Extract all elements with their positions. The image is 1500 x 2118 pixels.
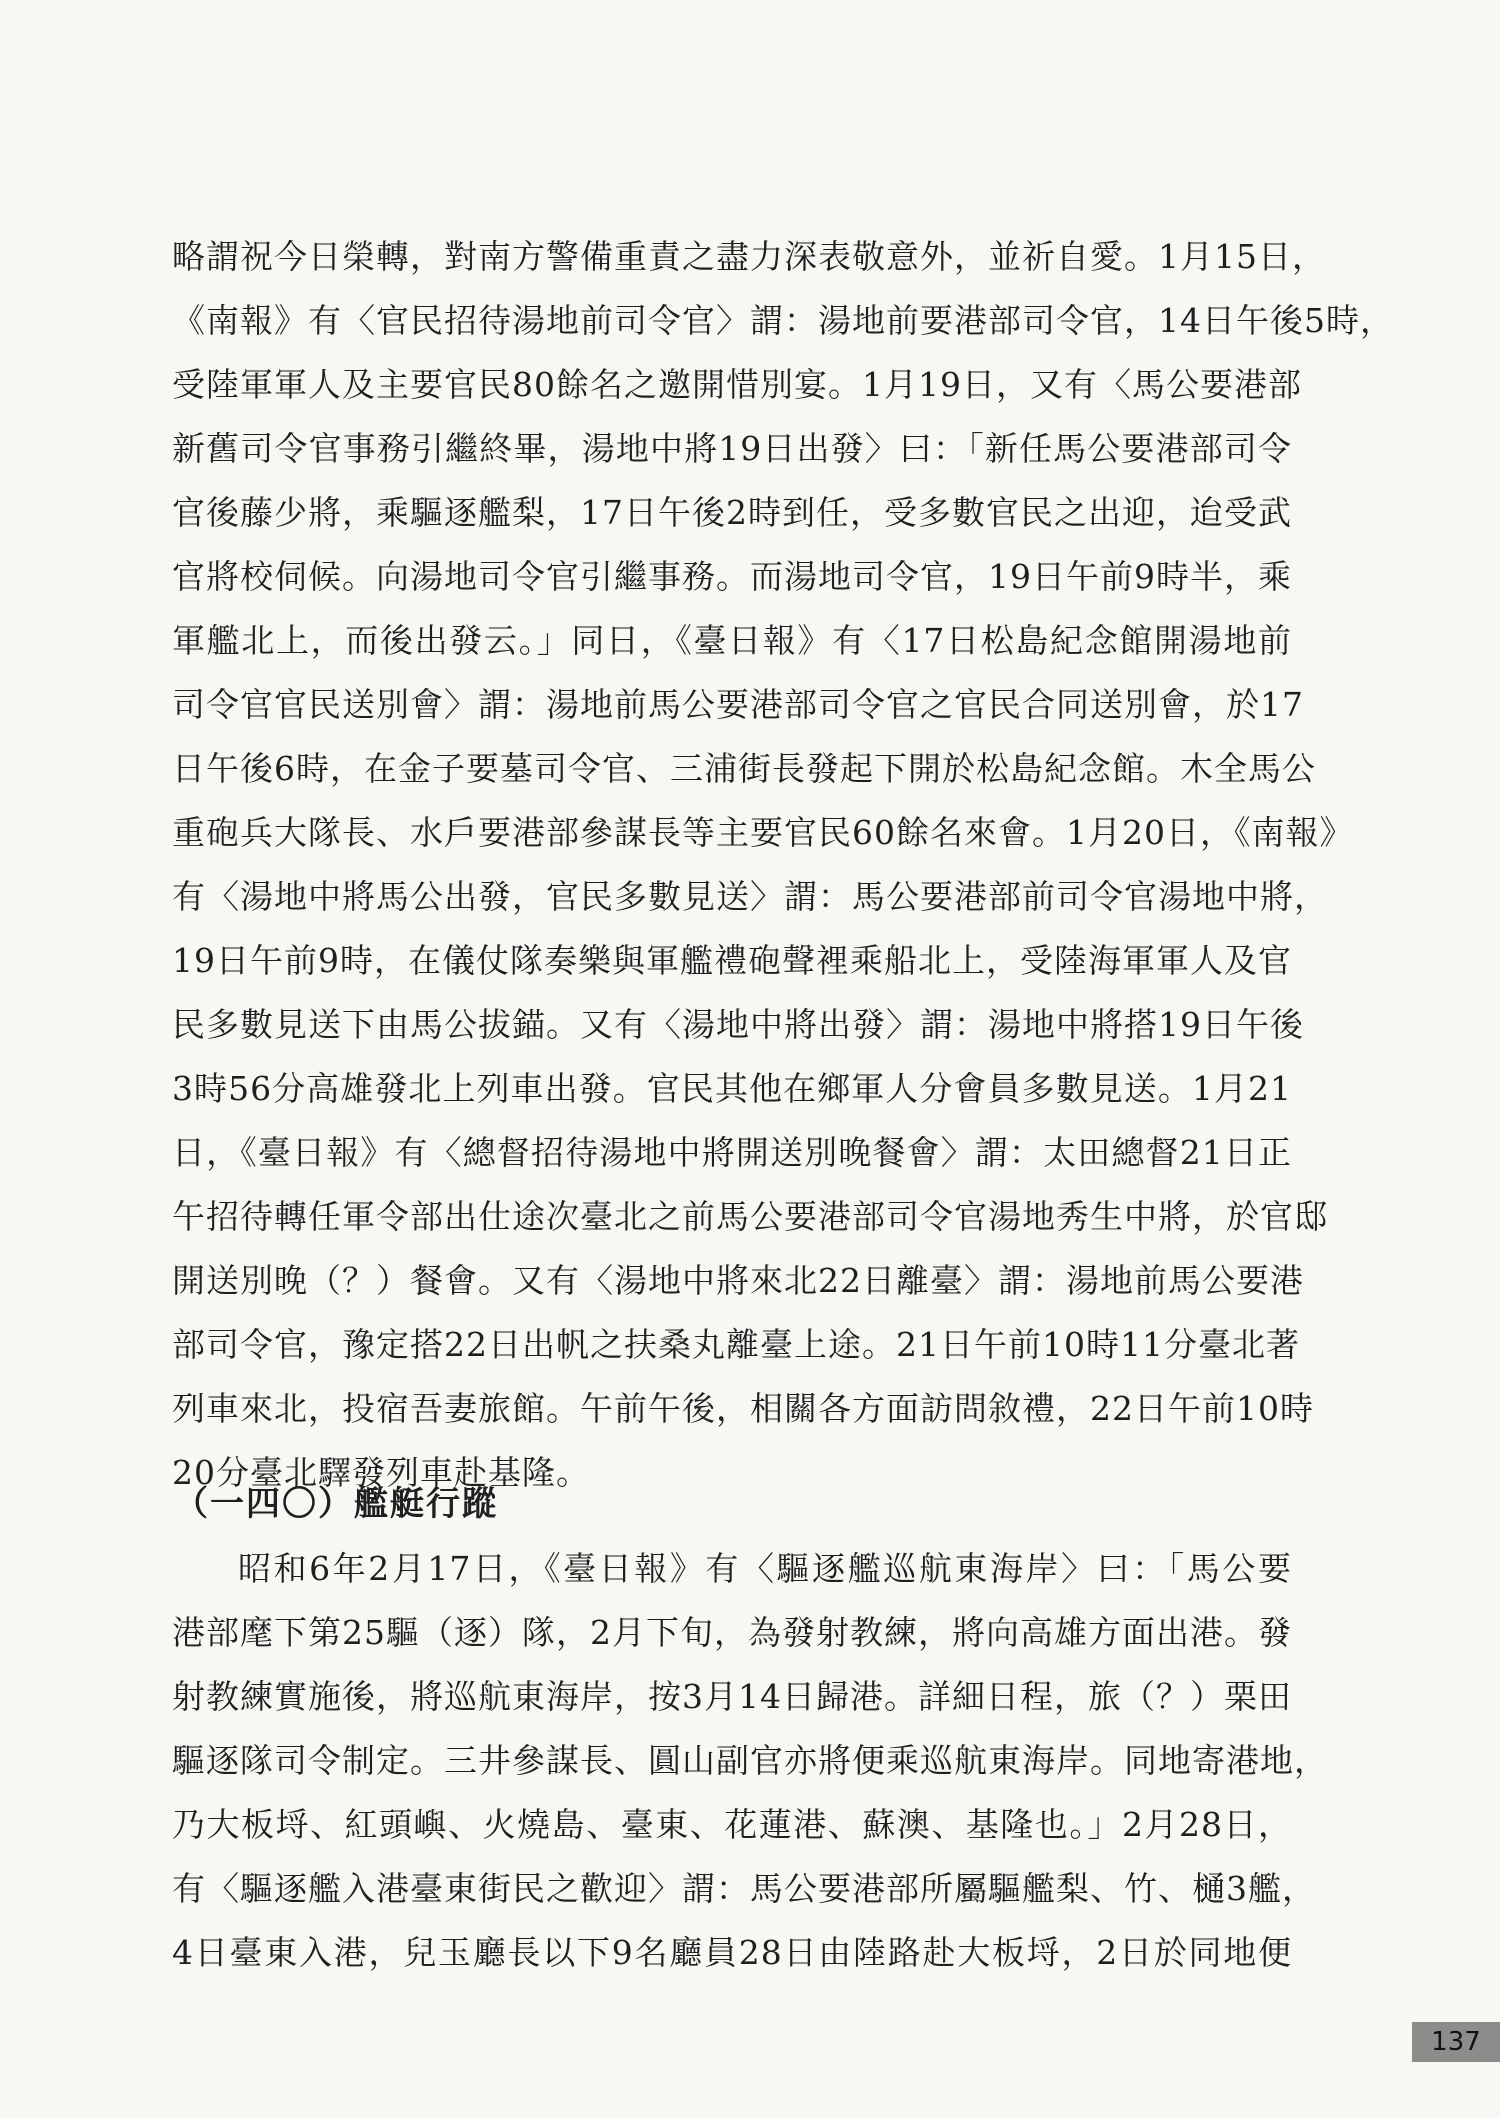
- text-line: 20分臺北驛發列車赴基隆。: [172, 1453, 590, 1492]
- text-line: 略謂祝今日榮轉，對南方警備重責之盡力深表敬意外，並祈自愛。1月15日，: [172, 237, 1326, 276]
- text-line: 港部麾下第25驅（逐）隊，2月下旬，為發射教練，將向高雄方面出港。發: [172, 1613, 1292, 1652]
- text-line: 19日午前9時，在儀仗隊奏樂與軍艦禮砲聲裡乘船北上，受陸海軍軍人及官: [172, 941, 1292, 980]
- text-line: 《南報》有〈官民招待湯地前司令官〉謂：湯地前要港部司令官，14日午後5時，: [172, 301, 1394, 340]
- text-line: 官將校伺候。向湯地司令官引繼事務。而湯地司令官，19日午前9時半，乘: [172, 557, 1292, 596]
- text-line: 重砲兵大隊長、水戶要港部參謀長等主要官民60餘名來會。1月20日，《南報》: [172, 813, 1354, 852]
- paragraph-1: [172, 225, 1394, 1505]
- text-line: 新舊司令官事務引繼終畢，湯地中將19日出發〉曰：「新任馬公要港部司令: [172, 429, 1292, 468]
- text-line: 日午後6時，在金子要墓司令官、三浦街長發起下開於松島紀念館。木全馬公: [172, 749, 1316, 788]
- text-line: 昭和6年2月17日，《臺日報》有〈驅逐艦巡航東海岸〉曰：「馬公要: [238, 1549, 1292, 1588]
- text-line: 列車來北，投宿吾妻旅館。午前午後，相關各方面訪問敘禮，22日午前10時: [172, 1389, 1314, 1428]
- text-line: 4日臺東入港，兒玉廳長以下9名廳員28日由陸路赴大板埒，2日於同地便: [172, 1933, 1292, 1972]
- text-line: 軍艦北上，而後出發云。」同日，《臺日報》有〈17日松島紀念館開湯地前: [172, 621, 1292, 660]
- text-line: 司令官官民送別會〉謂：湯地前馬公要港部司令官之官民合同送別會，於17: [172, 685, 1304, 724]
- text-line: 受陸軍軍人及主要官民80餘名之邀開惜別宴。1月19日，又有〈馬公要港部: [172, 365, 1302, 404]
- paragraph-2: [172, 1537, 1328, 1985]
- section-heading: （一四〇）艦艇行蹤: [174, 1484, 498, 1524]
- text-line: 部司令官，豫定搭22日出帆之扶桑丸離臺上途。21日午前10時11分臺北著: [172, 1325, 1300, 1364]
- text-line: 午招待轉任軍令部出仕途次臺北之前馬公要港部司令官湯地秀生中將，於官邸: [172, 1197, 1328, 1236]
- text-line: 3時56分高雄發北上列車出發。官民其他在鄉軍人分會員多數見送。1月21: [172, 1069, 1292, 1108]
- text-line: 開送別晚（？）餐會。又有〈湯地中將來北22日離臺〉謂：湯地前馬公要港: [172, 1261, 1304, 1300]
- text-line: 日，《臺日報》有〈總督招待湯地中將開送別晚餐會〉謂：太田總督21日正: [172, 1133, 1292, 1172]
- text-line: 射教練實施後，將巡航東海岸，按3月14日歸港。詳細日程，旅（？）栗田: [172, 1677, 1292, 1716]
- text-line: 乃大板埒、紅頭嶼、火燒島、臺東、花蓮港、蘇澳、基隆也。」2月28日，: [172, 1805, 1292, 1844]
- text-line: 有〈湯地中將馬公出發，官民多數見送〉謂：馬公要港部前司令官湯地中將，: [172, 877, 1328, 916]
- text-line: 有〈驅逐艦入港臺東街民之歡迎〉謂：馬公要港部所屬驅艦梨、竹、樋3艦，: [172, 1869, 1316, 1908]
- text-line: 驅逐隊司令制定。三井參謀長、圓山副官亦將便乘巡航東海岸。同地寄港地，: [172, 1741, 1328, 1780]
- text-line: 官後藤少將，乘驅逐艦梨，17日午後2時到任，受多數官民之出迎，迨受武: [172, 493, 1292, 532]
- text-line: 民多數見送下由馬公拔錨。又有〈湯地中將出發〉謂：湯地中將搭19日午後: [172, 1005, 1304, 1044]
- page-number: 137: [1412, 2022, 1500, 2062]
